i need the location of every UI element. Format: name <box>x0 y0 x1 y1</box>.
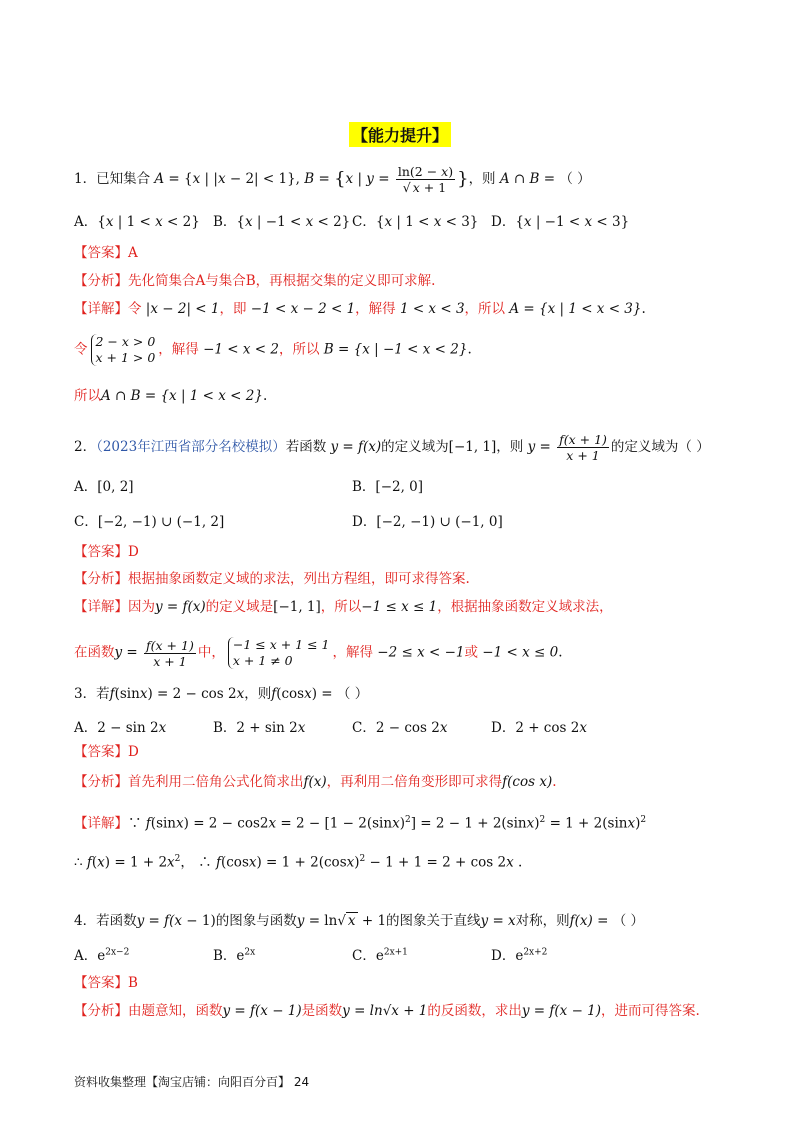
q4-option-b[interactable]: B．$e^{2x}$ <box>213 947 256 964</box>
q3-stem: 3．若f(sinx) = 2 − cos 2x，则f(cosx) = （ ） <box>74 686 369 702</box>
q4-answer: 【答案】B <box>74 975 138 991</box>
q4-option-a[interactable]: A．$e^{2x-2}$ <box>74 947 130 964</box>
q2-answer: 【答案】D <box>74 544 139 560</box>
q4-analysis: 【分析】由题意知，函数y = f(x − 1)是函数y = ln√x + 1的反函数，求出y = f(x − 1)，进而可得答案. <box>74 1003 700 1019</box>
q1-analysis: 【分析】先化简集合A与集合B，再根据交集的定义即可求解. <box>74 273 436 289</box>
q1-option-a[interactable]: A．{x | 1 < x < 2} <box>74 214 200 230</box>
q1-detail-line1: 【详解】令 |x − 2| < 1，即 −1 < x − 2 < 1，解得 1 < x < 3，所以 A = {x | 1 < x < 3}. <box>74 301 646 317</box>
q3-analysis: 【分析】首先利用二倍角公式化简求出f(x)，再利用二倍角变形即可求得f(cos x). <box>74 774 557 790</box>
q2-option-a[interactable]: A．[0, 2] <box>74 479 134 495</box>
section-title: 【能力提升】 <box>349 122 451 147</box>
q1-detail-line3: 所以A ∩ B = {x | 1 < x < 2}. <box>74 388 268 404</box>
q4-option-c[interactable]: C．$e^{2x+1}$ <box>352 947 408 964</box>
page-footer: 资料收集整理【淘宝店铺：向阳百分百】 24 <box>74 1075 310 1089</box>
q1-detail-line2: 令 2 − x > 0 x + 1 > 0 ，解得 −1 < x < 2，所以 B = {x | −1 < x < 2}. <box>74 334 472 365</box>
q2-stem: 2．（2023年江西省部分名校模拟）若函数 y = f(x)的定义域为[−1, 1]，则 y = $\frac{f(x + 1)}{x + 1}$ 的定义域为（ ） <box>74 432 710 463</box>
q2-option-d[interactable]: D．[−2, −1) ∪ (−1, 0] <box>352 514 503 530</box>
q2-analysis: 【分析】根据抽象函数定义域的求法，列出方程组，即可求得答案. <box>74 571 470 587</box>
q3-option-c[interactable]: C．2 − cos 2x <box>352 720 448 736</box>
q2-option-c[interactable]: C．[−2, −1) ∪ (−1, 2] <box>74 514 225 530</box>
q2-detail-line1: 【详解】因为y = f(x)的定义域是[−1, 1]，所以−1 ≤ x ≤ 1，根据抽象函数定义域求法， <box>74 599 613 615</box>
q4-stem: 4．若函数y = f(x − 1)的图象与函数y = ln√ x + 1的图象关于直线y = x对称，则f(x) = （ ） <box>74 913 645 929</box>
q1-option-c[interactable]: C．{x | 1 < x < 3} <box>352 214 479 230</box>
q3-detail-line1: 【详解】∵ $f(\sin x) = 2 - \cos 2x = 2 - [1 - 2(\sin x)^2] = 2 - 1 + 2(\sin x)^2 = 1 + 2(\sin x)^2$ <box>74 815 647 832</box>
q4-option-d[interactable]: D．$e^{2x+2}$ <box>491 947 548 964</box>
q1-option-d[interactable]: D．{x | −1 < x < 3} <box>491 214 630 230</box>
q3-option-b[interactable]: B．2 + sin 2x <box>213 720 306 736</box>
q1-stem: 1．已知集合 A = {x | |x − 2| < 1}, B = {x | y = $\frac{\ln(2 - x)}{√ x + 1}$ }，则 A ∩ B = （ ） <box>74 164 591 195</box>
q3-option-d[interactable]: D．2 + cos 2x <box>491 720 587 736</box>
q3-detail-line2: ∴ $f(x) = 1 + 2x^2$， ∴ $f(\cos x) = 1 + 2(\cos x)^2 - 1 + 1 = 2 + \cos 2x$ . <box>74 854 523 871</box>
q1-option-b[interactable]: B．{x | −1 < x < 2} <box>213 214 351 230</box>
q1-answer: 【答案】A <box>74 245 138 261</box>
q3-option-a[interactable]: A．2 − sin 2x <box>74 720 167 736</box>
q3-answer: 【答案】D <box>74 744 139 760</box>
q2-option-b[interactable]: B．[−2, 0] <box>352 479 424 495</box>
q2-detail-line2: 在函数y = $\frac{f(x + 1)}{x + 1}$ 中， −1 ≤ x + 1 ≤ 1 x + 1 ≠ 0 ，解得 −2 ≤ x < −1或 −1 < x ≤ 0. <box>74 637 563 669</box>
